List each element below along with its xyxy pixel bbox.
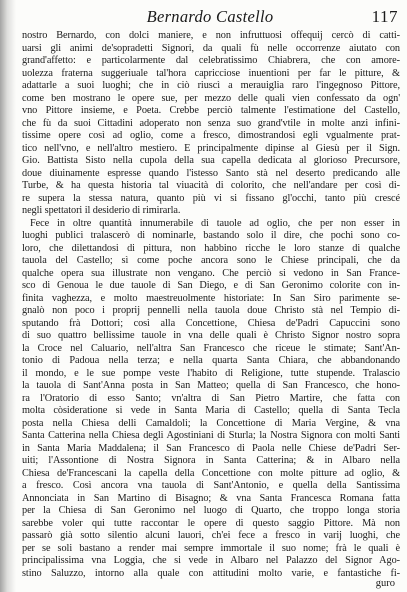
catchword: guro [375, 578, 395, 589]
text-line: tico nell'vno, e nell'altro mestiero. E principalmente dipinse al Giesù per il Sign. [22, 142, 400, 154]
text-line: sco di Genoua le due tauole di San Diego, e di San Geronimo colorite con in- [22, 280, 400, 291]
text-line: principalissima vna Loggia, che si vede in Albaro nel Palazzo del Signor Ago- [22, 555, 400, 566]
text-line: il mondo, e le sue pompe veste l'habito di Religione, tutte stupende. Tralascio [22, 367, 400, 379]
text-line: Fece in oltre quantità innumerabile di tauole ad oglio, che per non esser in [30, 217, 400, 229]
text-line: uiti; l'Assontione di Nostra Signora in Santa Catterina; & in Albaro nella [22, 455, 400, 466]
text-line: per se soli bastano a render mai sempre immortale il suo nome; frà le quali è [22, 542, 400, 554]
text-line: tauola del Castello; sì come poche ancora sono le Chiese principali, che da [22, 255, 400, 266]
text-line: finita vaghezza, e molto maestreuolmente historiate: In San Siro parimente se- [22, 292, 400, 304]
text-line: vno Pittore insieme, e Poeta. Crebbe perciò talmente l'estimatione del Castello, [22, 105, 400, 116]
text-line: molta còsideratione si vede in Santa Maria di Castello; quella di Santa Tecla [22, 405, 400, 416]
text-line: uarsi gli animi de'sopradetti Signori, da quali fù nelle occorrenze aiutato con [22, 42, 400, 54]
gutter-shadow [0, 0, 16, 592]
text-line: loro, che dilettandosi di pittura, non habbino ricche le loro stanze di qualche [22, 242, 400, 254]
text-line: di suo quattro bellissime tauole in vna delle quali è Christo Signor nostro sopra [22, 330, 400, 341]
text-line: Santa Catterina nella Chiesa degli Agostiniani di Sturla; la Nostra Signora con molti Santi [22, 430, 400, 441]
text-line: tissime opere così ad oglio, come a fresco, dimostrandosi egli vgualmente prat- [22, 130, 400, 141]
text-line: nostro Bernardo, con dolci maniere, e non infruttuosi offequij cercò di catti- [22, 30, 400, 41]
text-line: uolezza fraterna suggeriuale tal'hora capricciose inuentioni per far le pitture, & [22, 67, 400, 79]
text-line: come ben mostrano le opere sue, per mezzo delle quali vien confessato da ogn' [22, 92, 400, 104]
text-line: ra l'Oratorio di esso Santo; vn'altra di San Pietro Martire, che fatta con [22, 392, 400, 404]
text-line: stino Saluzzo, intorno alla quale con attitudini molto varie, e fantastiche fi- [22, 567, 400, 579]
text-line: gnalò non poco i proprij pennelli nella tauola doue Christo stà nel Tempio di- [22, 305, 400, 316]
text-line: negli spettatori il desiderio di rimirarla. [22, 205, 181, 216]
text-line: re supera la stessa natura, quanto più vi si fissano gl'occhi, tanto più crescé [22, 192, 400, 204]
text-line: Chiesa de'Francescani la capella della Concettione con molte pitture ad oglio, & [22, 467, 400, 479]
text-line: sarebbe voler qui tutte raccontar le opere di questo saggio Pittore. Mà non [22, 517, 400, 529]
text-line: grand'affetto: e particolarmente dal celebratissimo Chiabrera, che con amore- [22, 55, 400, 66]
text-line: Gio. Battista Sisto nella cupola della sua capella dedicata al glorioso Precursore, [22, 155, 400, 166]
page-number: 117 [371, 7, 398, 26]
body-text [22, 30, 400, 580]
text-line: la tauola di Sant'Anna posta in San Matteo; quella di San Francesco, che hono- [22, 380, 400, 391]
text-line: passarò già sotto silentio alcuni lauori, ch'ei fece a fresco in varij luoghi, che [22, 530, 400, 541]
text-line: doue diuinamente espresse quando l'istesso Santo stà nel deserto predicando alle [22, 167, 400, 179]
text-line: per la Chiesa di San Geronimo nel luogo di Quarto, che troppo longa storia [22, 505, 400, 516]
text-line: Annonciata in San Martino di Bisagno; & vna Santa Francesca Romana fatta [22, 492, 400, 504]
text-line: a fresco. Così ancora vna tauola di Sant'Antonio, e quella della Santissima [22, 480, 400, 491]
text-line: sputando frà Dottori; così alla Concettione, Chiesa de'Padri Capuccini sono [22, 317, 400, 329]
text-line: luoghi publici tralascerò di nominarle, bastando solo il dire, che pochi sono co- [22, 230, 400, 241]
page-header [20, 6, 400, 28]
text-line: in Santa Maria Maddalena; il San Francesco di Paola nelle Chiese de'Padri Ser- [22, 442, 400, 454]
running-title: Bernardo Castello [146, 7, 274, 26]
text-line: adattarle a suoi luoghi; che in ciò riuscì a merauiglia raro l'ingegnoso Pittore, [22, 80, 400, 91]
text-line: Turbe, & ha questa historia tal viuacità di colorito, che nell'andare per così di- [22, 180, 400, 191]
text-line: che fù da suoi Cittadini adoperato non senza suo grand'vtile in molte anzi infini- [22, 117, 400, 129]
text-line: la Croce nel Caluario, nell'altra San Francesco che riceue le stimate; Sant'An- [22, 342, 400, 354]
text-line: posta nella Chiesa delli Camaldoli; la Concettione di Maria Vergine, & vna [22, 417, 400, 429]
text-line: tonio di Padoua nella terza; e nella quarta Santa Chiara, che abbandonando [22, 355, 400, 366]
text-line: qualche opera sua illustrate non vengano. Che perciò si vedono in San France- [22, 267, 400, 279]
